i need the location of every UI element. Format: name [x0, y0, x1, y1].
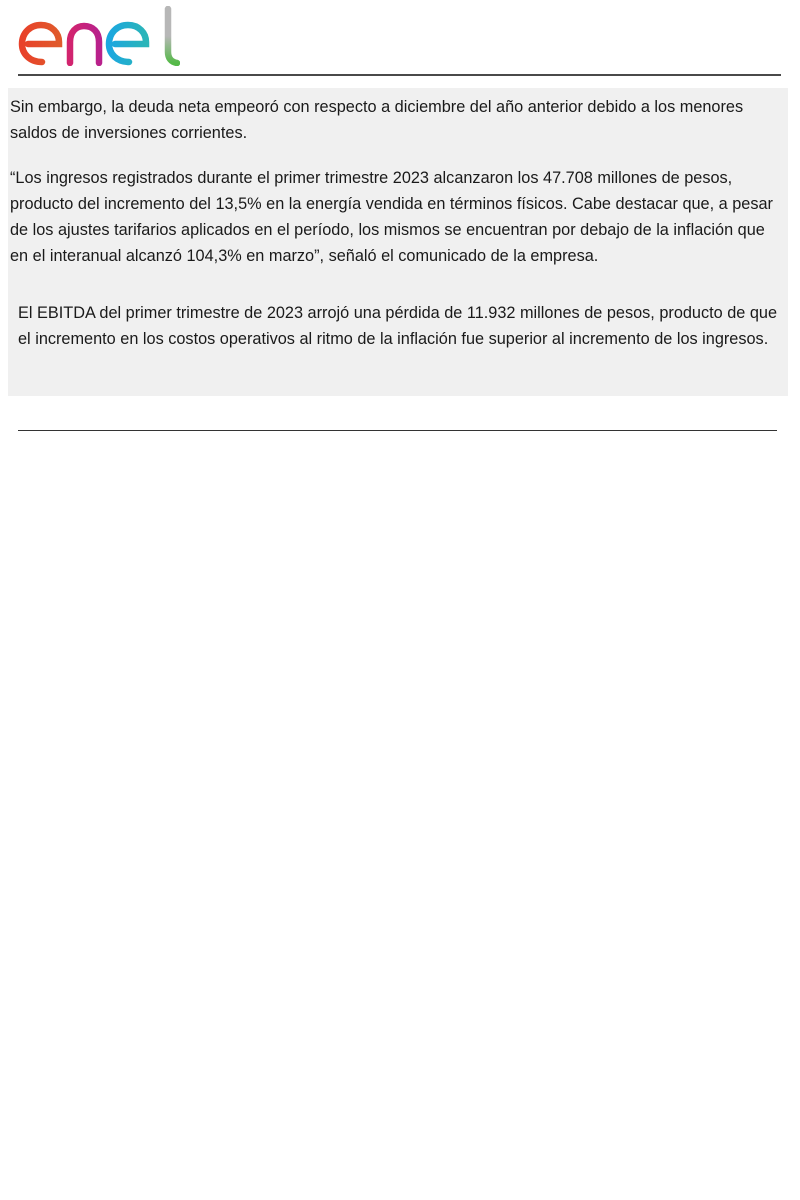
enel-logo-icon — [18, 6, 180, 66]
header-divider — [18, 74, 781, 76]
article-paragraph: “Los ingresos registrados durante el primer trimestre 2023 alcanzaron los 47.708 millones de pesos, producto del incremento del 13,5% en la energía vendida en términos físicos. Cabe destacar que, a pesar de los ajustes tarifarios aplicados en el período, los mismos se encuentran por debajo de la inflación que en el interanual alcanzó 104,3% en marzo”, señaló el comunicado de la empresa. — [10, 169, 773, 265]
article-paragraph: El EBITDA del primer trimestre de 2023 arrojó una pérdida de 11.932 millones de pesos, producto de que el incremento en los costos operativos al ritmo de la inflación fue superior al incremento de los ingresos. — [18, 304, 778, 348]
footer-divider — [18, 430, 777, 431]
article-paragraph: Sin embargo, la deuda neta empeoró con respecto a diciembre del año anterior debido a los menores saldos de inversiones corrientes. — [10, 98, 744, 142]
